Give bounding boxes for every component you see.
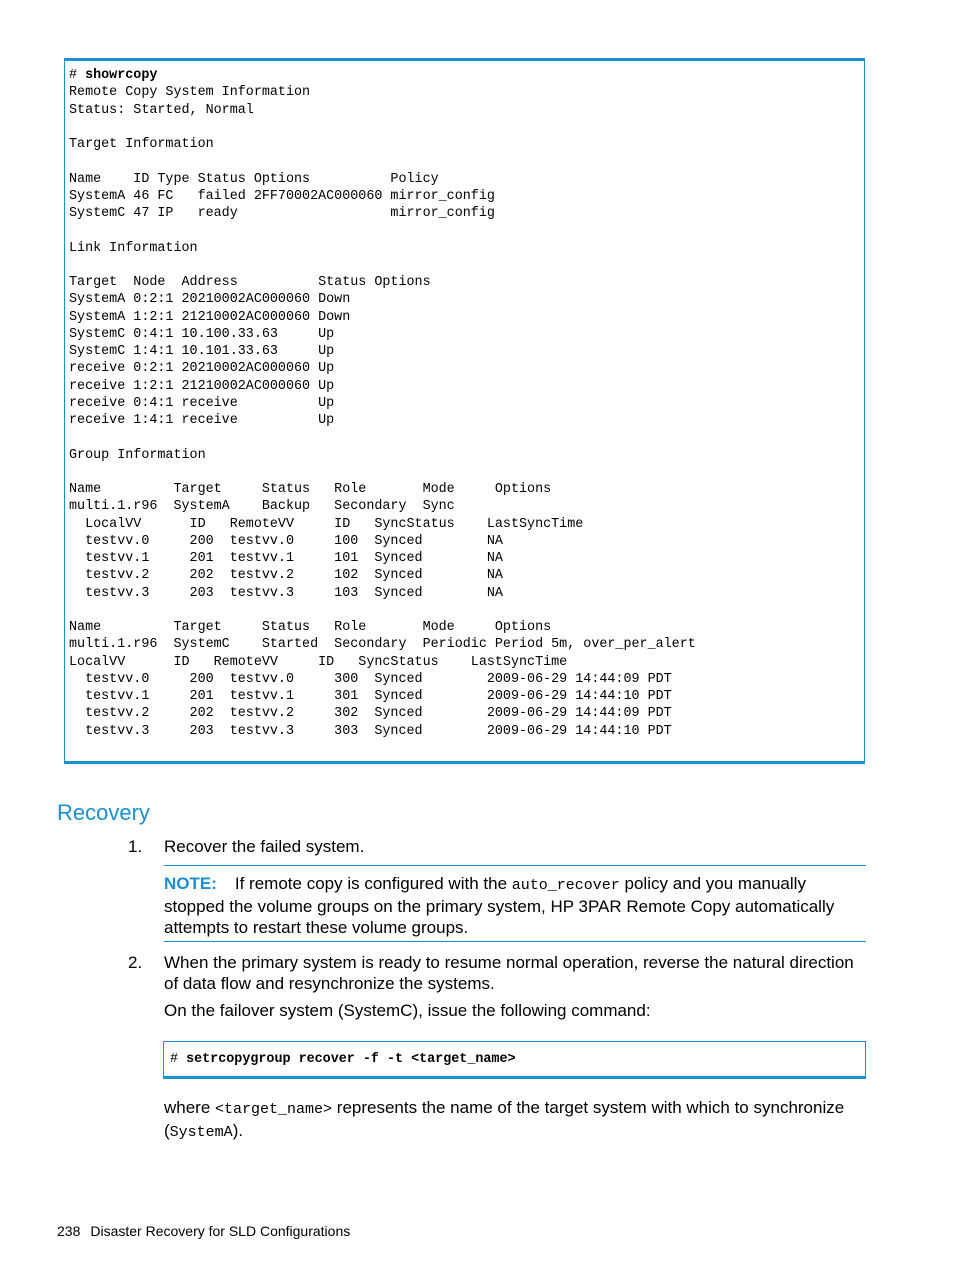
page-footer [57,1223,350,1239]
step-1-number: 1. [128,837,143,856]
footer-title: Disaster Recovery for SLD Configurations [90,1223,351,1239]
where-code-target-name: <target_name> [215,1101,333,1118]
code-prompt: # [69,68,86,83]
where-code-systema: SystemA [169,1124,233,1141]
step-2-number: 2. [128,953,143,972]
showrcopy-result: Remote Copy System Information Status: Started, Normal Target Information Name ID Type Status Options Policy SystemA 46 FC failed 2FF70002AC000060 mirror_config SystemC 47 IP ready mirror_config Link Information Target Node Address Status Options SystemA 0:2:1 20210002AC000060 Down SystemA 1:2:1 21210002AC000060 Down SystemC 0:4:1 10.100.33.63 Up SystemC 1:4:1 10.101.33.63 Up receive 0:2:1 20210002AC000060 Up receive 1:2:1 21210002AC000060 Up receive 0:4:1 receive Up receive 1:4:1 receive Up Group Information Name Target Status Role Mode Options multi.1.r96 SystemA Backup Secondary Sync LocalVV ID RemoteVV ID SyncStatus LastSyncTime testvv.0 200 testvv.0 100 Synced NA testvv.1 201 testvv.1 101 Synced NA testvv.2 202 testvv.2 102 Synced NA testvv.3 203 testvv.3 103 Synced NA Name Target Status Role Mode Options multi.1.r96 SystemC Started Secondary Periodic Period 5m, over_per_alert LocalVV ID RemoteVV ID SyncStatus LastSyncTime testvv.0 200 testvv.0 300 Synced 2009-06-29 14:44:09 PDT testvv.1 201 testvv.1 301 Synced 2009-06-29 14:44:10 PDT testvv.2 202 testvv.2 302 Synced 2009-06-29 14:44:09 PDT testvv.3 203 testvv.3 303 Synced 2009-06-29 14:44:10 PDT [69,85,696,739]
note-text-before: If remote copy is configured with the [234,874,512,893]
setrcopygroup-code-block [163,1041,866,1079]
where-prefix: where [164,1098,216,1117]
showrcopy-code-block [64,58,865,764]
note-label: NOTE: [164,874,217,893]
code-prompt-2: # [170,1052,187,1067]
page-number: 238 [57,1223,81,1239]
step-2-text: When the primary system is ready to resume normal operation, reverse the natural direction of data flow and resynchronize the systems. [164,953,854,993]
setrcopygroup-command-line [170,1051,516,1068]
note-text [164,873,866,938]
setrcopygroup-command: setrcopygroup recover -f -t <target_name> [186,1052,516,1067]
note-callout [164,865,866,942]
note-text-after: policy and you manually stopped the volume groups on the primary system, HP 3PAR Remote Copy automatically attempts to restart these volume groups. [164,874,835,937]
showrcopy-command: showrcopy [85,68,158,83]
where-suffix: ). [232,1121,244,1140]
showrcopy-output [69,67,696,740]
step-1-text: Recover the failed system. [164,837,365,856]
section-heading-recovery: Recovery [57,800,150,825]
where-paragraph-text [164,1097,866,1143]
where-middle: represents the name of the target system with which to synchronize ( [164,1098,845,1140]
note-code-auto-recover: auto_recover [511,877,620,894]
step-2-followup-text: On the failover system (SystemC), issue the following command: [164,1001,651,1020]
